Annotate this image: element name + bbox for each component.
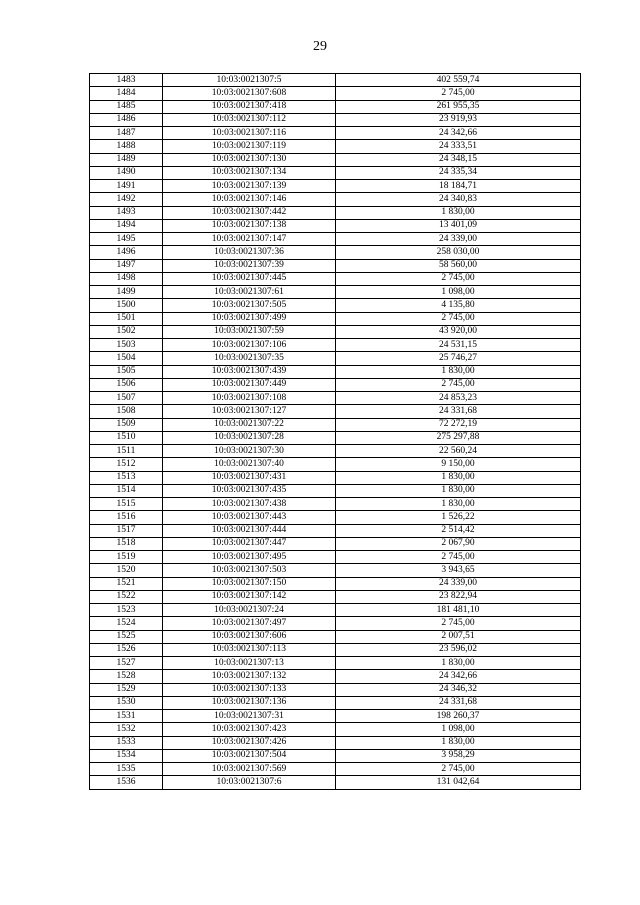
- value-cell: 1 830,00: [336, 736, 581, 749]
- cadastral-number-cell: 10:03:0021307:39: [163, 259, 336, 272]
- cadastral-number-cell: 10:03:0021307:435: [163, 484, 336, 497]
- table-row: [90, 643, 581, 656]
- table-row: [90, 352, 581, 365]
- row-number-cell: 1518: [90, 537, 163, 550]
- value-cell: 1 830,00: [336, 657, 581, 670]
- cadastral-number-cell: 10:03:0021307:24: [163, 604, 336, 617]
- row-number-cell: 1506: [90, 378, 163, 391]
- value-cell: 2 067,90: [336, 537, 581, 550]
- value-cell: 24 331,68: [336, 405, 581, 418]
- cadastral-number-cell: 10:03:0021307:606: [163, 630, 336, 643]
- row-number-cell: 1536: [90, 776, 163, 789]
- table-row: [90, 604, 581, 617]
- table-row: [90, 471, 581, 484]
- table-row: [90, 113, 581, 126]
- row-number-cell: 1511: [90, 445, 163, 458]
- row-number-cell: 1519: [90, 551, 163, 564]
- row-number-cell: 1515: [90, 498, 163, 511]
- cadastral-number-cell: 10:03:0021307:31: [163, 710, 336, 723]
- cadastral-number-cell: 10:03:0021307:113: [163, 643, 336, 656]
- cadastral-number-cell: 10:03:0021307:130: [163, 153, 336, 166]
- cadastral-number-cell: 10:03:0021307:136: [163, 696, 336, 709]
- row-number-cell: 1495: [90, 233, 163, 246]
- cadastral-number-cell: 10:03:0021307:138: [163, 219, 336, 232]
- value-cell: 2 745,00: [336, 312, 581, 325]
- table-row: [90, 219, 581, 232]
- value-cell: 23 919,93: [336, 113, 581, 126]
- cadastral-number-cell: 10:03:0021307:134: [163, 166, 336, 179]
- page-number: 29: [313, 39, 327, 54]
- cadastral-number-cell: 10:03:0021307:13: [163, 657, 336, 670]
- cadastral-number-cell: 10:03:0021307:499: [163, 312, 336, 325]
- table-row: [90, 87, 581, 100]
- table-row: [90, 484, 581, 497]
- value-cell: 2 514,42: [336, 524, 581, 537]
- table-row: [90, 100, 581, 113]
- table-row: [90, 498, 581, 511]
- cadastral-number-cell: 10:03:0021307:150: [163, 577, 336, 590]
- table-row: [90, 193, 581, 206]
- value-cell: 261 955,35: [336, 100, 581, 113]
- row-number-cell: 1502: [90, 325, 163, 338]
- table-row: [90, 418, 581, 431]
- cadastral-number-cell: 10:03:0021307:5: [163, 74, 336, 87]
- cadastral-number-cell: 10:03:0021307:147: [163, 233, 336, 246]
- table-row: [90, 445, 581, 458]
- cadastral-number-cell: 10:03:0021307:505: [163, 299, 336, 312]
- cadastral-number-cell: 10:03:0021307:116: [163, 127, 336, 140]
- value-cell: 24 853,23: [336, 392, 581, 405]
- value-cell: 9 150,00: [336, 458, 581, 471]
- cadastral-number-cell: 10:03:0021307:59: [163, 325, 336, 338]
- value-cell: 43 920,00: [336, 325, 581, 338]
- row-number-cell: 1516: [90, 511, 163, 524]
- row-number-cell: 1522: [90, 590, 163, 603]
- value-cell: 72 272,19: [336, 418, 581, 431]
- row-number-cell: 1529: [90, 683, 163, 696]
- table-row: [90, 617, 581, 630]
- value-cell: 402 559,74: [336, 74, 581, 87]
- value-cell: 3 958,29: [336, 749, 581, 762]
- value-cell: 258 030,00: [336, 246, 581, 259]
- value-cell: 24 342,66: [336, 127, 581, 140]
- row-number-cell: 1514: [90, 484, 163, 497]
- value-cell: 1 830,00: [336, 498, 581, 511]
- value-cell: 1 830,00: [336, 365, 581, 378]
- table-row: [90, 180, 581, 193]
- value-cell: 181 481,10: [336, 604, 581, 617]
- cadastral-number-cell: 10:03:0021307:142: [163, 590, 336, 603]
- cadastral-number-cell: 10:03:0021307:35: [163, 352, 336, 365]
- cadastral-number-cell: 10:03:0021307:40: [163, 458, 336, 471]
- value-cell: 23 822,94: [336, 590, 581, 603]
- value-cell: 24 348,15: [336, 153, 581, 166]
- row-number-cell: 1497: [90, 259, 163, 272]
- value-cell: 1 098,00: [336, 286, 581, 299]
- row-number-cell: 1504: [90, 352, 163, 365]
- table-row: [90, 577, 581, 590]
- row-number-cell: 1525: [90, 630, 163, 643]
- value-cell: 3 943,65: [336, 564, 581, 577]
- cadastral-number-cell: 10:03:0021307:22: [163, 418, 336, 431]
- row-number-cell: 1530: [90, 696, 163, 709]
- table-row: [90, 325, 581, 338]
- value-cell: 275 297,88: [336, 431, 581, 444]
- value-cell: 1 526,22: [336, 511, 581, 524]
- value-cell: 23 596,02: [336, 643, 581, 656]
- row-number-cell: 1490: [90, 166, 163, 179]
- row-number-cell: 1534: [90, 749, 163, 762]
- cadastral-number-cell: 10:03:0021307:146: [163, 193, 336, 206]
- row-number-cell: 1517: [90, 524, 163, 537]
- value-cell: 2 745,00: [336, 272, 581, 285]
- value-cell: 2 745,00: [336, 617, 581, 630]
- table-row: [90, 537, 581, 550]
- table-row: [90, 749, 581, 762]
- table-row: [90, 723, 581, 736]
- cadastral-number-cell: 10:03:0021307:444: [163, 524, 336, 537]
- row-number-cell: 1531: [90, 710, 163, 723]
- table-row: [90, 431, 581, 444]
- table-row: [90, 551, 581, 564]
- value-cell: 13 401,09: [336, 219, 581, 232]
- table-row: [90, 339, 581, 352]
- cadastral-number-cell: 10:03:0021307:443: [163, 511, 336, 524]
- table-row: [90, 511, 581, 524]
- row-number-cell: 1512: [90, 458, 163, 471]
- row-number-cell: 1493: [90, 206, 163, 219]
- table-body: [90, 74, 581, 790]
- value-cell: 24 346,32: [336, 683, 581, 696]
- cadastral-number-cell: 10:03:0021307:36: [163, 246, 336, 259]
- cadastral-number-cell: 10:03:0021307:28: [163, 431, 336, 444]
- cadastral-number-cell: 10:03:0021307:439: [163, 365, 336, 378]
- cadastral-number-cell: 10:03:0021307:106: [163, 339, 336, 352]
- cadastral-number-cell: 10:03:0021307:445: [163, 272, 336, 285]
- value-cell: 1 830,00: [336, 206, 581, 219]
- table-row: [90, 564, 581, 577]
- row-number-cell: 1491: [90, 180, 163, 193]
- cadastral-number-cell: 10:03:0021307:497: [163, 617, 336, 630]
- table-row: [90, 286, 581, 299]
- value-cell: 25 746,27: [336, 352, 581, 365]
- cadastral-number-cell: 10:03:0021307:61: [163, 286, 336, 299]
- cadastral-number-cell: 10:03:0021307:438: [163, 498, 336, 511]
- row-number-cell: 1509: [90, 418, 163, 431]
- row-number-cell: 1485: [90, 100, 163, 113]
- cadastral-number-cell: 10:03:0021307:127: [163, 405, 336, 418]
- table-row: [90, 206, 581, 219]
- row-number-cell: 1486: [90, 113, 163, 126]
- cadastral-number-cell: 10:03:0021307:418: [163, 100, 336, 113]
- row-number-cell: 1520: [90, 564, 163, 577]
- value-cell: 1 830,00: [336, 471, 581, 484]
- row-number-cell: 1503: [90, 339, 163, 352]
- row-number-cell: 1505: [90, 365, 163, 378]
- value-cell: 198 260,37: [336, 710, 581, 723]
- table-row: [90, 458, 581, 471]
- value-cell: 24 339,00: [336, 233, 581, 246]
- row-number-cell: 1527: [90, 657, 163, 670]
- row-number-cell: 1526: [90, 643, 163, 656]
- table-row: [90, 657, 581, 670]
- value-cell: 24 340,83: [336, 193, 581, 206]
- value-cell: 22 560,24: [336, 445, 581, 458]
- cadastral-number-cell: 10:03:0021307:504: [163, 749, 336, 762]
- row-number-cell: 1532: [90, 723, 163, 736]
- row-number-cell: 1510: [90, 431, 163, 444]
- value-cell: 2 745,00: [336, 551, 581, 564]
- table-row: [90, 233, 581, 246]
- cadastral-number-cell: 10:03:0021307:495: [163, 551, 336, 564]
- cadastral-number-cell: 10:03:0021307:449: [163, 378, 336, 391]
- row-number-cell: 1524: [90, 617, 163, 630]
- row-number-cell: 1496: [90, 246, 163, 259]
- cadastral-value-table: [89, 73, 581, 790]
- table-row: [90, 153, 581, 166]
- table-row: [90, 710, 581, 723]
- row-number-cell: 1484: [90, 87, 163, 100]
- value-cell: 58 560,00: [336, 259, 581, 272]
- table-row: [90, 140, 581, 153]
- table-row: [90, 74, 581, 87]
- row-number-cell: 1494: [90, 219, 163, 232]
- table-row: [90, 405, 581, 418]
- value-cell: 24 531,15: [336, 339, 581, 352]
- table-row: [90, 590, 581, 603]
- row-number-cell: 1535: [90, 763, 163, 776]
- row-number-cell: 1501: [90, 312, 163, 325]
- row-number-cell: 1523: [90, 604, 163, 617]
- row-number-cell: 1513: [90, 471, 163, 484]
- value-cell: 2 007,51: [336, 630, 581, 643]
- table-row: [90, 272, 581, 285]
- value-cell: 24 342,66: [336, 670, 581, 683]
- table-row: [90, 259, 581, 272]
- cadastral-number-cell: 10:03:0021307:6: [163, 776, 336, 789]
- row-number-cell: 1521: [90, 577, 163, 590]
- value-cell: 24 333,51: [336, 140, 581, 153]
- value-cell: 1 098,00: [336, 723, 581, 736]
- table-row: [90, 378, 581, 391]
- value-cell: 2 745,00: [336, 763, 581, 776]
- cadastral-number-cell: 10:03:0021307:133: [163, 683, 336, 696]
- table-row: [90, 696, 581, 709]
- table-row: [90, 246, 581, 259]
- value-cell: 24 331,68: [336, 696, 581, 709]
- cadastral-number-cell: 10:03:0021307:608: [163, 87, 336, 100]
- table-row: [90, 683, 581, 696]
- table-row: [90, 127, 581, 140]
- table-row: [90, 776, 581, 789]
- row-number-cell: 1492: [90, 193, 163, 206]
- row-number-cell: 1528: [90, 670, 163, 683]
- row-number-cell: 1500: [90, 299, 163, 312]
- value-cell: 24 339,00: [336, 577, 581, 590]
- row-number-cell: 1499: [90, 286, 163, 299]
- value-cell: 18 184,71: [336, 180, 581, 193]
- value-cell: 131 042,64: [336, 776, 581, 789]
- cadastral-number-cell: 10:03:0021307:30: [163, 445, 336, 458]
- row-number-cell: 1488: [90, 140, 163, 153]
- cadastral-number-cell: 10:03:0021307:442: [163, 206, 336, 219]
- cadastral-number-cell: 10:03:0021307:119: [163, 140, 336, 153]
- cadastral-number-cell: 10:03:0021307:426: [163, 736, 336, 749]
- cadastral-number-cell: 10:03:0021307:431: [163, 471, 336, 484]
- row-number-cell: 1487: [90, 127, 163, 140]
- table-row: [90, 524, 581, 537]
- value-cell: 2 745,00: [336, 378, 581, 391]
- value-cell: 1 830,00: [336, 484, 581, 497]
- value-cell: 4 135,80: [336, 299, 581, 312]
- value-cell: 24 335,34: [336, 166, 581, 179]
- table-row: [90, 763, 581, 776]
- cadastral-number-cell: 10:03:0021307:569: [163, 763, 336, 776]
- row-number-cell: 1489: [90, 153, 163, 166]
- table-row: [90, 312, 581, 325]
- cadastral-number-cell: 10:03:0021307:139: [163, 180, 336, 193]
- cadastral-number-cell: 10:03:0021307:108: [163, 392, 336, 405]
- row-number-cell: 1483: [90, 74, 163, 87]
- table-row: [90, 630, 581, 643]
- table-row: [90, 736, 581, 749]
- cadastral-number-cell: 10:03:0021307:132: [163, 670, 336, 683]
- value-cell: 2 745,00: [336, 87, 581, 100]
- row-number-cell: 1533: [90, 736, 163, 749]
- cadastral-number-cell: 10:03:0021307:447: [163, 537, 336, 550]
- table-row: [90, 670, 581, 683]
- cadastral-number-cell: 10:03:0021307:423: [163, 723, 336, 736]
- row-number-cell: 1507: [90, 392, 163, 405]
- table-row: [90, 166, 581, 179]
- table-row: [90, 365, 581, 378]
- table-row: [90, 299, 581, 312]
- cadastral-number-cell: 10:03:0021307:112: [163, 113, 336, 126]
- table-row: [90, 392, 581, 405]
- cadastral-number-cell: 10:03:0021307:503: [163, 564, 336, 577]
- row-number-cell: 1508: [90, 405, 163, 418]
- row-number-cell: 1498: [90, 272, 163, 285]
